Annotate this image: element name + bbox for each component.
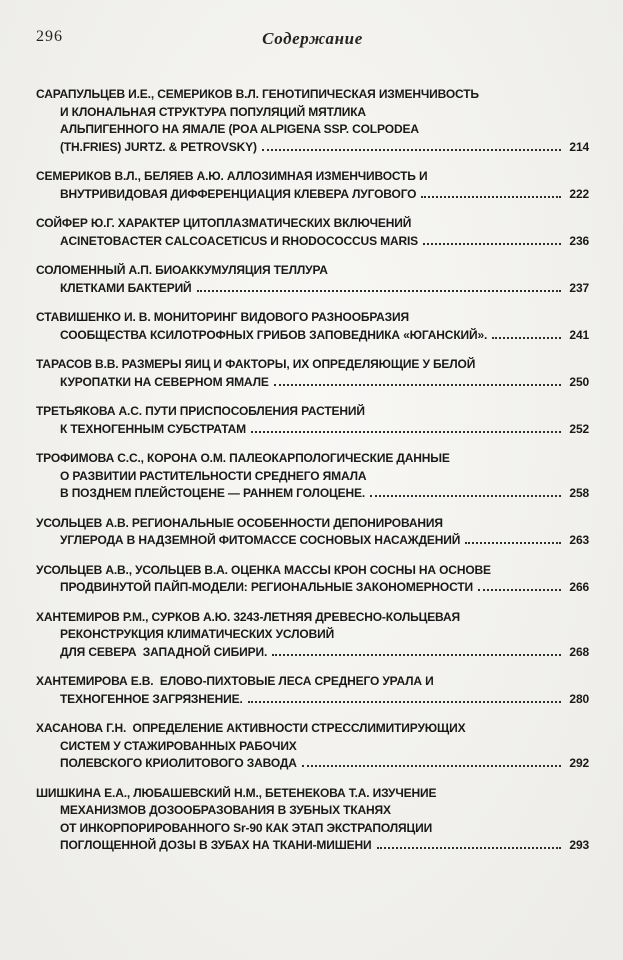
toc-entry bbox=[36, 785, 589, 855]
entry-title-text: РЕГИОНАЛЬНЫЕ ОСОБЕННОСТИ ДЕПОНИРОВАНИЯ bbox=[131, 515, 443, 530]
toc-entry bbox=[36, 215, 589, 250]
entry-title-text: ГЕНОТИПИЧЕСКАЯ ИЗМЕНЧИВОСТЬ bbox=[262, 87, 479, 101]
toc-entry bbox=[36, 309, 589, 344]
toc-line bbox=[36, 168, 589, 186]
entry-page-number: 236 bbox=[569, 233, 589, 248]
toc-line bbox=[36, 626, 589, 644]
entry-page-number: 268 bbox=[569, 644, 589, 659]
toc-line bbox=[36, 215, 589, 233]
entry-text bbox=[60, 233, 418, 251]
toc-entry bbox=[36, 403, 589, 438]
entry-page-number: 252 bbox=[569, 421, 589, 436]
dot-leader bbox=[251, 429, 561, 433]
toc-entry bbox=[36, 515, 589, 550]
toc-line bbox=[36, 186, 589, 204]
entry-title-text: КУРОПАТКИ НА СЕВЕРНОМ ЯМАЛЕ bbox=[60, 374, 269, 389]
toc-line bbox=[36, 121, 589, 139]
dot-leader bbox=[197, 288, 561, 292]
toc-line bbox=[36, 785, 589, 803]
entry-text bbox=[36, 215, 411, 233]
entry-text bbox=[36, 403, 365, 421]
entry-text bbox=[60, 626, 334, 644]
entry-text bbox=[60, 327, 487, 345]
dot-leader bbox=[274, 382, 561, 386]
entry-text bbox=[60, 374, 269, 392]
toc-line bbox=[36, 450, 589, 468]
entry-title-text: 3243-ЛЕТНЯЯ ДРЕВЕСНО-КОЛЬЦЕВАЯ bbox=[233, 609, 460, 624]
entry-text bbox=[60, 755, 297, 773]
entry-text bbox=[60, 820, 432, 838]
entry-page-number: 280 bbox=[569, 691, 589, 706]
toc-line bbox=[36, 485, 589, 503]
entry-text bbox=[60, 837, 372, 855]
toc-entry bbox=[36, 609, 589, 662]
toc-line bbox=[36, 104, 589, 122]
toc-line bbox=[36, 374, 589, 392]
entry-page-number: 250 bbox=[569, 374, 589, 389]
dot-leader bbox=[492, 335, 561, 339]
page-header bbox=[36, 28, 589, 50]
entry-title-text: ОПРЕДЕЛЕНИЕ АКТИВНОСТИ СТРЕССЛИМИТИРУЮЩИХ bbox=[129, 721, 466, 735]
entry-authors: ТРЕТЬЯКОВА А.С. bbox=[36, 404, 146, 418]
entry-text bbox=[60, 644, 267, 662]
toc-line bbox=[36, 579, 589, 597]
toc-line bbox=[36, 691, 589, 709]
page-number-top: 296 bbox=[36, 28, 63, 45]
toc-line bbox=[36, 755, 589, 773]
dot-leader bbox=[302, 763, 561, 767]
entry-title-text: И КЛОНАЛЬНАЯ СТРУКТУРА ПОПУЛЯЦИЙ МЯТЛИКА bbox=[60, 104, 366, 119]
toc-line bbox=[36, 609, 589, 627]
entry-title-text: СООБЩЕСТВА КСИЛОТРОФНЫХ ГРИБОВ ЗАПОВЕДНИКА «ЮГАНСКИЙ». bbox=[60, 327, 488, 342]
entry-text bbox=[60, 468, 366, 486]
toc-line bbox=[36, 820, 589, 838]
dot-leader bbox=[248, 699, 561, 703]
entry-title-text: ОТ ИНКОРПОРИРОВАННОГО Sr-90 КАК ЭТАП ЭКСТРАПОЛЯЦИИ bbox=[60, 820, 433, 835]
entry-title-text: (TH.FRIES) JURTZ. & PETROVSKY) bbox=[60, 139, 257, 154]
entry-text bbox=[60, 280, 192, 298]
toc-line bbox=[36, 720, 589, 738]
entry-page-number: 292 bbox=[569, 756, 589, 770]
entry-title-text: ПОЛЕВСКОГО КРИОЛИТОВОГО ЗАВОДА bbox=[60, 756, 297, 770]
entry-text bbox=[36, 86, 479, 104]
toc-line bbox=[36, 309, 589, 327]
toc-line bbox=[36, 532, 589, 550]
dot-leader bbox=[478, 587, 561, 591]
toc-entry bbox=[36, 168, 589, 203]
toc-list bbox=[36, 86, 589, 855]
entry-text bbox=[60, 802, 391, 820]
entry-text bbox=[36, 262, 328, 280]
toc-entry bbox=[36, 562, 589, 597]
toc-line bbox=[36, 403, 589, 421]
entry-title-text: РЕКОНСТРУКЦИЯ КЛИМАТИЧЕСКИХ УСЛОВИЙ bbox=[60, 627, 335, 641]
entry-title-text: ТЕХНОГЕННОЕ ЗАГРЯЗНЕНИЕ. bbox=[60, 691, 243, 706]
entry-text bbox=[60, 532, 460, 550]
entry-title-text: РАЗМЕРЫ ЯИЦ И ФАКТОРЫ, ИХ ОПРЕДЕЛЯЮЩИЕ У БЕЛОЙ bbox=[121, 357, 476, 371]
toc-entry bbox=[36, 356, 589, 391]
toc-line bbox=[36, 262, 589, 280]
entry-text bbox=[60, 121, 419, 139]
entry-authors: ХАНТЕМИРОВА Е.В. bbox=[36, 674, 157, 688]
entry-title-text: УГЛЕРОДА В НАДЗЕМНОЙ ФИТОМАССЕ СОСНОВЫХ НАСАЖДЕНИЙ bbox=[60, 533, 461, 547]
entry-title-text: СИСТЕМ У СТАЖИРОВАННЫХ РАБОЧИХ bbox=[60, 738, 297, 753]
toc-line bbox=[36, 802, 589, 820]
entry-text bbox=[60, 579, 473, 597]
entry-page-number: 293 bbox=[569, 838, 589, 852]
contents-title: Содержание bbox=[262, 29, 363, 48]
entry-title-text: ДЛЯ СЕВЕРА ЗАПАДНОЙ СИБИРИ. bbox=[60, 644, 268, 659]
toc-line bbox=[36, 421, 589, 439]
entry-authors: СТАВИШЕНКО И. В. bbox=[36, 310, 154, 324]
entry-authors: ТРОФИМОВА С.С., КОРОНА О.М. bbox=[36, 451, 230, 465]
toc-line bbox=[36, 515, 589, 533]
entry-page-number: 263 bbox=[569, 533, 589, 547]
entry-page-number: 222 bbox=[569, 186, 589, 201]
entry-title-text: ИЗУЧЕНИЕ bbox=[372, 785, 437, 800]
entry-text bbox=[36, 609, 460, 627]
entry-page-number: 241 bbox=[569, 327, 589, 342]
entry-title-text: МЕХАНИЗМОВ ДОЗООБРАЗОВАНИЯ В ЗУБНЫХ ТКАНЯХ bbox=[60, 803, 391, 817]
entry-text bbox=[60, 738, 297, 756]
entry-title-text: К ТЕХНОГЕННЫМ СУБСТРАТАМ bbox=[60, 421, 247, 436]
toc-line bbox=[36, 562, 589, 580]
entry-title-text: ХАРАКТЕР ЦИТОПЛАЗМАТИЧЕСКИХ ВКЛЮЧЕНИЙ bbox=[117, 216, 412, 230]
toc-line bbox=[36, 139, 589, 157]
entry-text bbox=[36, 450, 450, 468]
entry-title-text: АЛЬПИГЕННОГО НА ЯМАЛЕ (POA ALPIGENA SSP. COLPODEA bbox=[60, 122, 419, 136]
toc-line bbox=[36, 738, 589, 756]
dot-leader bbox=[465, 540, 561, 544]
entry-authors: СЕМЕРИКОВ В.Л., БЕЛЯЕВ А.Ю. bbox=[36, 169, 227, 183]
toc-line bbox=[36, 86, 589, 104]
entry-authors: ХАСАНОВА Г.Н. bbox=[36, 721, 130, 735]
entry-title-text: БИОАККУМУЛЯЦИЯ ТЕЛЛУРА bbox=[155, 263, 328, 277]
entry-text bbox=[36, 785, 436, 803]
entry-page-number: 237 bbox=[569, 280, 589, 295]
toc-line bbox=[36, 673, 589, 691]
entry-title-text: ПРОДВИНУТОЙ ПАЙП-МОДЕЛИ: РЕГИОНАЛЬНЫЕ ЗАКОНОМЕРНОСТИ bbox=[60, 580, 473, 594]
entry-text bbox=[36, 515, 443, 533]
toc-entry bbox=[36, 262, 589, 297]
entry-authors: СОЛОМЕННЫЙ А.П. bbox=[36, 263, 156, 277]
toc-line bbox=[36, 233, 589, 251]
entry-text bbox=[36, 309, 409, 327]
entry-page-number: 214 bbox=[569, 139, 589, 154]
entry-page-number: 266 bbox=[569, 580, 589, 594]
entry-text bbox=[60, 485, 365, 503]
entry-title-text: О РАЗВИТИИ РАСТИТЕЛЬНОСТИ СРЕДНЕГО ЯМАЛА bbox=[60, 468, 367, 483]
entry-authors: ТАРАСОВ В.В. bbox=[36, 357, 122, 371]
entry-text bbox=[36, 562, 491, 580]
entry-title-text: ВНУТРИВИДОВАЯ ДИФФЕРЕНЦИАЦИЯ КЛЕВЕРА ЛУГОВОГО bbox=[60, 186, 417, 201]
entry-title-text: ПОГЛОЩЕННОЙ ДОЗЫ В ЗУБАХ НА ТКАНИ-МИШЕНИ bbox=[60, 838, 372, 852]
dot-leader bbox=[262, 147, 561, 151]
entry-text bbox=[36, 673, 434, 691]
dot-leader bbox=[370, 493, 561, 497]
entry-text bbox=[36, 356, 475, 374]
toc-line bbox=[36, 837, 589, 855]
entry-title-text: МОНИТОРИНГ ВИДОВОГО РАЗНООБРАЗИЯ bbox=[153, 310, 409, 324]
entry-title-text: КЛЕТКАМИ БАКТЕРИЙ bbox=[60, 280, 192, 295]
entry-text bbox=[60, 691, 243, 709]
toc-line bbox=[36, 356, 589, 374]
dot-leader bbox=[272, 652, 561, 656]
toc-entry bbox=[36, 450, 589, 503]
entry-title-text: ЕЛОВО-ПИХТОВЫЕ ЛЕСА СРЕДНЕГО УРАЛА И bbox=[156, 674, 434, 688]
entry-text bbox=[60, 104, 366, 122]
entry-title-text: АЛЛОЗИМНАЯ ИЗМЕНЧИВОСТЬ И bbox=[226, 169, 428, 183]
dot-leader bbox=[421, 194, 561, 198]
toc-entry bbox=[36, 720, 589, 773]
entry-text bbox=[36, 720, 465, 738]
entry-authors: УСОЛЬЦЕВ А.В., УСОЛЬЦЕВ В.А. bbox=[36, 562, 232, 577]
dot-leader bbox=[377, 845, 561, 849]
entry-authors: УСОЛЬЦЕВ А.В. bbox=[36, 515, 132, 530]
entry-text bbox=[60, 421, 246, 439]
entry-page-number: 258 bbox=[569, 486, 589, 500]
entry-title-text: ПУТИ ПРИСПОСОБЛЕНИЯ РАСТЕНИЙ bbox=[145, 404, 365, 418]
toc-line bbox=[36, 468, 589, 486]
entry-text bbox=[36, 168, 427, 186]
entry-authors: СОЙФЕР Ю.Г. bbox=[36, 216, 118, 230]
toc-line bbox=[36, 644, 589, 662]
entry-title-text: ACINETOBACTER CALCOACETICUS И RHODOCOCCUS MARIS bbox=[60, 233, 419, 248]
entry-text bbox=[60, 139, 257, 157]
toc-entry bbox=[36, 673, 589, 708]
entry-authors: ШИШКИНА Е.А., ЛЮБАШЕВСКИЙ Н.М., БЕТЕНЕКОВА Т.А. bbox=[36, 785, 373, 800]
toc-line bbox=[36, 327, 589, 345]
entry-title-text: ПАЛЕОКАРПОЛОГИЧЕСКИЕ ДАННЫЕ bbox=[229, 451, 450, 465]
toc-line bbox=[36, 280, 589, 298]
entry-text bbox=[60, 186, 416, 204]
entry-authors: САРАПУЛЬЦЕВ И.Е., СЕМЕРИКОВ В.Л. bbox=[36, 87, 262, 101]
entry-authors: ХАНТЕМИРОВ Р.М., СУРКОВ А.Ю. bbox=[36, 609, 234, 624]
dot-leader bbox=[423, 241, 561, 245]
entry-title-text: ОЦЕНКА МАССЫ КРОН СОСНЫ НА ОСНОВЕ bbox=[231, 562, 491, 577]
toc-entry bbox=[36, 86, 589, 156]
entry-title-text: В ПОЗДНЕМ ПЛЕЙСТОЦЕНЕ — РАННЕМ ГОЛОЦЕНЕ. bbox=[60, 486, 366, 500]
